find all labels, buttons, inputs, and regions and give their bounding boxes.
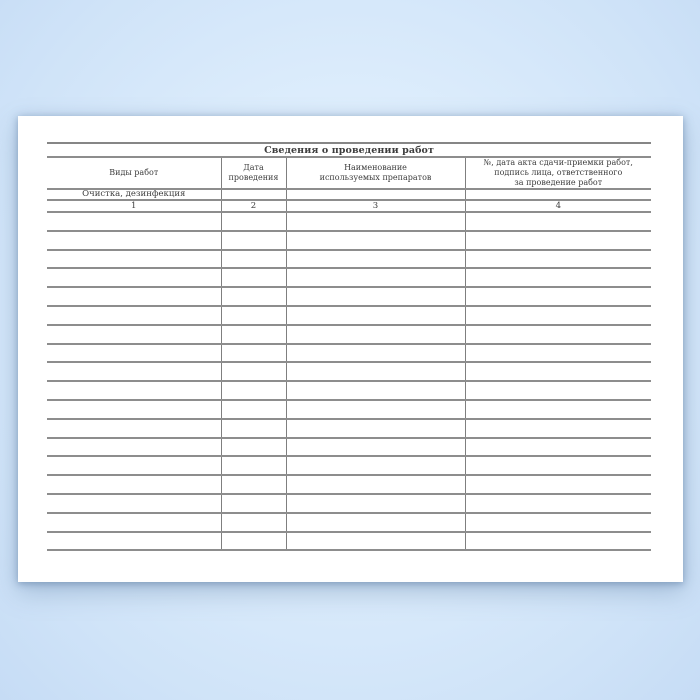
empty-cell: [465, 344, 651, 363]
empty-cell: [286, 231, 465, 250]
header-line: №, дата акта сдачи-приемки работ,: [483, 158, 633, 167]
empty-cell: [47, 344, 221, 363]
empty-cell: [286, 287, 465, 306]
empty-row: [47, 268, 651, 287]
column-number: 3: [286, 200, 465, 212]
empty-row: [47, 325, 651, 344]
empty-cell: [221, 456, 286, 475]
empty-cell: [47, 400, 221, 419]
empty-cell: [286, 306, 465, 325]
empty-cell: [221, 532, 286, 551]
empty-cell: [286, 268, 465, 287]
empty-row: [47, 231, 651, 250]
empty-cell: [47, 532, 221, 551]
empty-row: [47, 362, 651, 381]
header-line: Дата: [243, 163, 264, 172]
cell-date: [221, 189, 286, 200]
empty-rows: [47, 212, 651, 550]
empty-cell: [286, 250, 465, 269]
empty-cell: [465, 325, 651, 344]
empty-row: [47, 250, 651, 269]
empty-cell: [286, 438, 465, 457]
table-title-row: [47, 143, 651, 157]
empty-cell: [47, 287, 221, 306]
empty-row: [47, 344, 651, 363]
empty-cell: [286, 344, 465, 363]
header-cell-date: [221, 157, 286, 189]
empty-row: [47, 419, 651, 438]
empty-row: [47, 494, 651, 513]
header-cell-acceptance-act: [465, 157, 651, 189]
cell-act: [465, 189, 651, 200]
empty-cell: [47, 212, 221, 231]
empty-cell: [465, 400, 651, 419]
empty-cell: [286, 362, 465, 381]
empty-cell: [286, 381, 465, 400]
empty-cell: [47, 438, 221, 457]
empty-cell: [465, 438, 651, 457]
header-line: Виды работ: [109, 168, 159, 177]
empty-cell: [286, 325, 465, 344]
column-numbers-row: [47, 200, 651, 212]
empty-row: [47, 287, 651, 306]
empty-cell: [221, 513, 286, 532]
work-log-table: [47, 142, 651, 551]
empty-cell: [465, 456, 651, 475]
empty-cell: [286, 494, 465, 513]
table-title: Сведения о проведении работ: [47, 143, 651, 157]
empty-cell: [47, 231, 221, 250]
empty-cell: [47, 250, 221, 269]
empty-cell: [221, 250, 286, 269]
empty-row: [47, 381, 651, 400]
empty-row: [47, 513, 651, 532]
empty-cell: [221, 212, 286, 231]
empty-cell: [465, 250, 651, 269]
empty-cell: [221, 287, 286, 306]
empty-cell: [221, 306, 286, 325]
header-cell-preparations: [286, 157, 465, 189]
header-line: Наименование: [344, 163, 407, 172]
empty-cell: [465, 419, 651, 438]
empty-cell: [221, 362, 286, 381]
empty-cell: [286, 513, 465, 532]
empty-cell: [47, 419, 221, 438]
empty-cell: [221, 268, 286, 287]
empty-cell: [465, 287, 651, 306]
empty-cell: [465, 532, 651, 551]
empty-cell: [47, 306, 221, 325]
empty-cell: [465, 306, 651, 325]
empty-row: [47, 212, 651, 231]
empty-cell: [221, 438, 286, 457]
empty-cell: [47, 268, 221, 287]
document-page: [18, 116, 683, 582]
empty-cell: [47, 456, 221, 475]
empty-row: [47, 532, 651, 551]
table-head-rows: [47, 143, 651, 212]
empty-cell: [286, 456, 465, 475]
empty-cell: [286, 400, 465, 419]
column-number: 2: [221, 200, 286, 212]
empty-cell: [465, 381, 651, 400]
empty-cell: [221, 400, 286, 419]
header-line: проведения: [228, 173, 279, 182]
header-line: подпись лица, ответственного: [494, 168, 623, 177]
empty-cell: [286, 532, 465, 551]
empty-cell: [465, 212, 651, 231]
cell-preparation: [286, 189, 465, 200]
empty-cell: [47, 475, 221, 494]
cell-work-type: Очистка, дезинфекция: [47, 189, 221, 200]
column-number: 1: [47, 200, 221, 212]
empty-row: [47, 456, 651, 475]
empty-row: [47, 475, 651, 494]
empty-cell: [465, 231, 651, 250]
empty-cell: [221, 494, 286, 513]
empty-cell: [286, 475, 465, 494]
header-line: за проведение работ: [514, 178, 603, 187]
empty-cell: [221, 344, 286, 363]
empty-cell: [465, 494, 651, 513]
empty-cell: [286, 212, 465, 231]
empty-cell: [465, 513, 651, 532]
empty-cell: [221, 325, 286, 344]
empty-cell: [47, 513, 221, 532]
empty-cell: [47, 362, 221, 381]
empty-cell: [221, 381, 286, 400]
table-header-row: [47, 157, 651, 189]
empty-cell: [465, 362, 651, 381]
empty-cell: [47, 494, 221, 513]
empty-cell: [465, 475, 651, 494]
empty-cell: [47, 381, 221, 400]
empty-row: [47, 400, 651, 419]
empty-cell: [286, 419, 465, 438]
empty-cell: [47, 325, 221, 344]
empty-cell: [221, 231, 286, 250]
empty-cell: [465, 268, 651, 287]
header-cell-work-types: [47, 157, 221, 189]
empty-cell: [221, 419, 286, 438]
header-line: используемых препаратов: [319, 173, 432, 182]
empty-row: [47, 438, 651, 457]
column-number: 4: [465, 200, 651, 212]
table-entry-row: [47, 189, 651, 200]
empty-cell: [221, 475, 286, 494]
empty-row: [47, 306, 651, 325]
